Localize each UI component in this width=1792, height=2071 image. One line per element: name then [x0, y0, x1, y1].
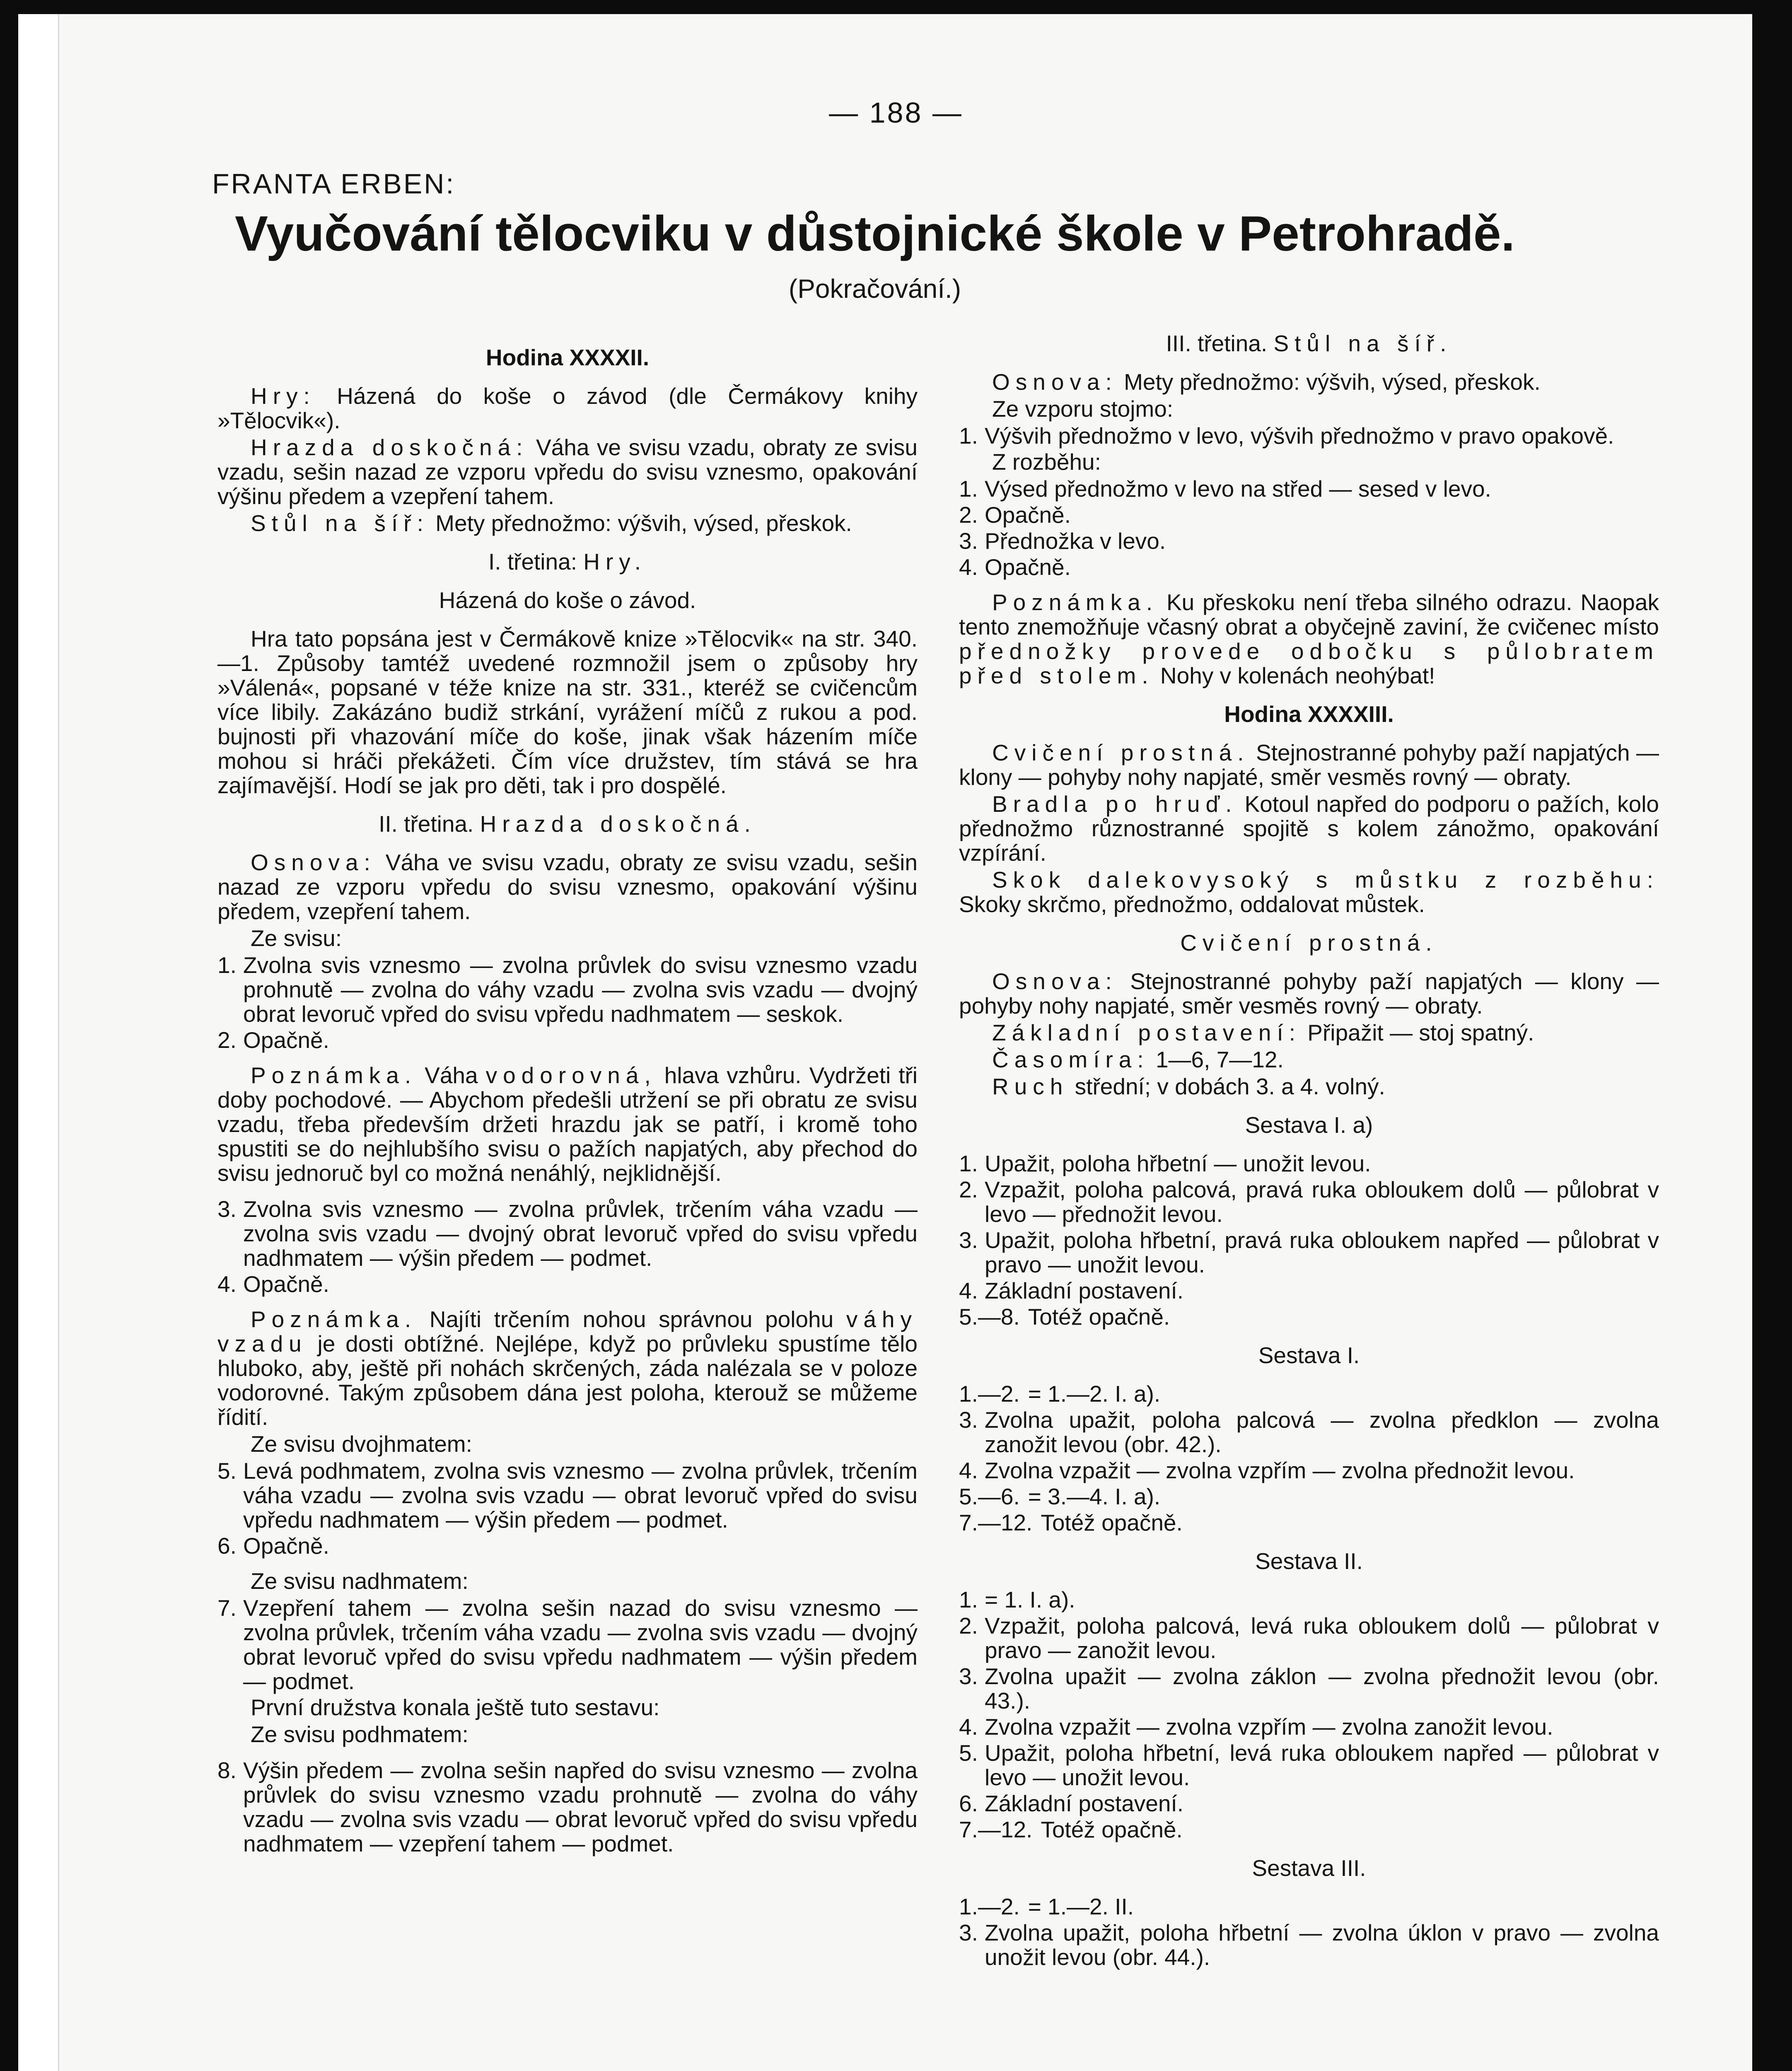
sestava-heading: Sestava II.	[1255, 1548, 1363, 1574]
sub-label: Ze svisu nadhmatem:	[251, 1568, 469, 1594]
list-item: 1.—2. = 1.—2. I. a).	[959, 1381, 1161, 1407]
list-item: 4. Opačně.	[217, 1271, 329, 1297]
sestava-heading: Sestava I. a)	[1245, 1112, 1373, 1138]
list-item: 3. Zvolna upažit, poloha hřbetní — zvolna úklon v pravo — zvolna unožit levou (obr. 44.).	[959, 1920, 1659, 1970]
paragraph: Hra tato popsána jest v Čermákově knize »Tělocvik« na str. 340.—1. Způsoby tamtéž uvedené rozmnožil jsem o způsoby hry »Válená«, popsané v téže knize na str. 331., kteréž se cvičencům více libily. Zakázáno budiž strkání, vyrážení míčů z rukou a pod. bujnosti při vhazování míče do koše, jinak však házením míče mohou si hráči překážeti. Čím více družstev, tím stává se hra zajímavější. Hodí se jak pro děti, tak i pro dospělé.	[217, 626, 918, 798]
list-item: 4. Základní postavení.	[959, 1278, 1184, 1303]
list-item: 1. = 1. I. a).	[959, 1587, 1075, 1612]
paragraph: Poznámka. Ku přeskoku není třeba silného odrazu. Naopak tento znemožňuje včasný obrat a obyčejně zaviní, že cvičenec místo přednožky provede odbočku s půlobratem před stolem. Nohy v kolenách neohýbat!	[959, 589, 1659, 688]
list-item: 1. Zvolna svis vznesmo — zvolna průvlek do svisu vznesmo vzadu prohnutě — zvolna do váhy vzadu — zvolna svis vzadu — dvojný obrat levoruč vpřed do svisu vpředu nadhmatem — seskok.	[217, 952, 918, 1027]
sub-label: Ze vzporu stojmo:	[992, 396, 1174, 422]
sub-label: Ze svisu podhmatem:	[251, 1721, 469, 1747]
article-title: Vyučování tělocviku v důstojnické škole v Petrohradě.	[235, 206, 1515, 261]
sub-label: Z rozběhu:	[992, 449, 1101, 475]
section-heading: III. třetina. Stůl na šíř.	[1166, 331, 1452, 356]
list-item: 3. Zvolna upažit — zvolna záklon — zvolna přednožit levou (obr. 43.).	[959, 1663, 1659, 1714]
list-item: 7.—12. Totéž opačně.	[959, 1817, 1183, 1842]
list-item: 5. Levá podhmatem, zvolna svis vznesmo — zvolna průvlek, trčením váha vzadu — zvolna svis vzadu — obrat levoruč vpřed do svisu vpředu nadhmatem — výšin předem — podmet.	[217, 1458, 918, 1533]
list-item: 3. Zvolna svis vznesmo — zvolna průvlek, trčením váha vzadu — zvolna svis vzadu — dvojný obrat levoruč vpřed do svisu vpředu nadhmatem — výšin předem — podmet.	[217, 1196, 918, 1271]
author: FRANTA ERBEN:	[212, 168, 456, 200]
section-heading: II. třetina. Hrazda doskočná.	[379, 811, 756, 837]
paragraph: Osnova: Stejnostranné pohyby paží napjatých — klony — pohyby nohy napjaté, směr vesměs rovný — obraty.	[959, 968, 1659, 1019]
section-heading: I. třetina: Hry.	[488, 549, 647, 574]
list-item: 1. Výšvih přednožmo v levo, výšvih přednožmo v pravo opakově.	[959, 423, 1614, 449]
list-item: 1. Upažit, poloha hřbetní — unožit levou.	[959, 1151, 1371, 1176]
lesson-heading: Hodina XXXXIII.	[1224, 701, 1394, 727]
sestava-list	[959, 1588, 1659, 1842]
paragraph: Stůl na šíř: Mety přednožmo: výšvih, výsed, přeskok.	[251, 510, 852, 536]
list-item: 5. Upažit, poloha hřbetní, levá ruka obloukem napřed — půlobrat v levo — unožit levou.	[959, 1740, 1659, 1790]
list-item: 4. Opačně.	[959, 554, 1071, 580]
continuation-note: (Pokračování.)	[788, 274, 961, 304]
sestava-list	[959, 1895, 1659, 1970]
list-item: 8. Výšin předem — zvolna sešin napřed do svisu vznesmo — zvolna průvlek do svisu vznesmo vzadu prohnutě — zvolna do váhy vzadu — zvolna svis vzadu — obrat levoruč vpřed do svisu vpředu nadhmatem — vzepření tahem — podmet.	[217, 1757, 918, 1856]
paragraph: Skok dalekovysoký s můstku z rozběhu: Skoky skrčmo, přednožmo, oddalovat můstek.	[959, 867, 1659, 917]
right-column	[959, 331, 1659, 1971]
list-item: 6. Základní postavení.	[959, 1791, 1184, 1816]
section-heading: Cvičení prostná.	[1180, 930, 1438, 956]
list-item: 5.—8. Totéž opačně.	[959, 1304, 1170, 1330]
list-item: 3. Upažit, poloha hřbetní, pravá ruka obloukem napřed — půlobrat v pravo — unožit levou.	[959, 1227, 1659, 1277]
sub-label: Ruch střední; v dobách 3. a 4. volný.	[992, 1074, 1385, 1099]
list-item: 1. Výsed přednožmo v levo na střed — sesed v levo.	[959, 476, 1491, 502]
list-item: 3. Zvolna upažit, poloha palcová — zvolna předklon — zvolna zanožit levou (obr. 42.).	[959, 1407, 1659, 1457]
list-item: 4. Zvolna vzpažit — zvolna vzpřím — zvolna přednožit levou.	[959, 1458, 1575, 1483]
left-column	[217, 331, 918, 1858]
paragraph: Hry: Házená do koše o závod (dle Čermákovy knihy »Tělocvik«).	[217, 383, 918, 433]
paragraph: Poznámka. Najíti trčením nohou správnou polohu váhy vzadu je dosti obtížné. Nejlépe, když po průvleku spustíme tělo hluboko, aby, ještě při nohách skrčených, záda nalézala se v poloze vodorovné. Takým způsobem dána jest poloha, kterouž se můžeme řídití.	[217, 1306, 918, 1430]
list-item: 2. Vzpažit, poloha palcová, pravá ruka obloukem dolů — půlobrat v levo — přednožit levou.	[959, 1177, 1659, 1227]
sub-label: Časomíra: 1—6, 7—12.	[992, 1047, 1284, 1072]
list-item: 7.—12. Totéž opačně.	[959, 1510, 1183, 1535]
page-number: — 188 —	[829, 97, 963, 129]
list-item: 2. Opačně.	[217, 1027, 329, 1053]
list-item: 7. Vzepření tahem — zvolna sešin nazad do svisu vznesmo — zvolna průvlek, trčením váha vzadu — zvolna svis vzadu — dvojný obrat levoruč vpřed do svisu vpředu nadhmatem — výšin předem — podmet.	[217, 1595, 918, 1694]
sub-label: Ze svisu dvojhmatem:	[251, 1431, 472, 1457]
sub-label: Základní postavení: Připažit — stoj spatný.	[992, 1020, 1534, 1045]
paragraph: Osnova: Váha ve svisu vzadu, obraty ze svisu vzadu, sešin nazad ze vzporu vpředu do svisu vznesmo, opakování výšinu předem, vzepření tahem.	[217, 850, 918, 924]
subsection-heading: Házená do koše o závod.	[439, 587, 696, 613]
sestava-list	[959, 1151, 1659, 1329]
list-item: 6. Opačně.	[217, 1533, 329, 1559]
list-item: 3. Přednožka v levo.	[959, 528, 1166, 554]
paragraph: Hrazda doskočná: Váha ve svisu vzadu, obraty ze svisu vzadu, sešin nazad ze vzporu vpředu do svisu vznesmo, opakování výšinu předem a vzepření tahem.	[217, 434, 918, 509]
sestava-list	[959, 1382, 1659, 1535]
lesson-heading: Hodina XXXXII.	[485, 345, 650, 370]
paragraph: Bradla po hruď. Kotoul napřed do podporu o pažích, kolo přednožmo různostranné spojitě s kolem zánožmo, opakování vzpírání.	[959, 791, 1659, 866]
list-item: 2. Opačně.	[959, 502, 1071, 528]
list-item: 1.—2. = 1.—2. II.	[959, 1894, 1134, 1919]
sub-label: První družstva konala ještě tuto sestavu:	[251, 1694, 660, 1720]
sestava-heading: Sestava III.	[1252, 1855, 1366, 1881]
sub-label: Ze svisu:	[251, 925, 342, 951]
paragraph: Poznámka. Váha vodorovná, hlava vzhůru. Vydržeti tři doby pochodové. — Abychom předešli utržení se při obratu ze svisu vzadu, třeba především držeti hrazdu jak se patří, i kromě toho spustiti se do nejhlubšího svisu o pažích napjatých, aby přechod do svisu jednoruč byl co možná nenáhlý, nejklidnější.	[217, 1062, 918, 1186]
paragraph: Cvičení prostná. Stejnostranné pohyby paží napjatých — klony — pohyby nohy napjaté, směr vesměs rovný — obraty.	[959, 740, 1659, 790]
sestava-heading: Sestava I.	[1258, 1342, 1360, 1368]
list-item: 5.—6. = 3.—4. I. a).	[959, 1484, 1161, 1509]
list-item: 2. Vzpažit, poloha palcová, levá ruka obloukem dolů — půlobrat v pravo — zanožit levou.	[959, 1613, 1659, 1663]
paragraph: Osnova: Mety přednožmo: výšvih, výsed, přeskok.	[992, 369, 1541, 395]
list-item: 4. Zvolna vzpažit — zvolna vzpřím — zvolna zanožit levou.	[959, 1714, 1553, 1740]
